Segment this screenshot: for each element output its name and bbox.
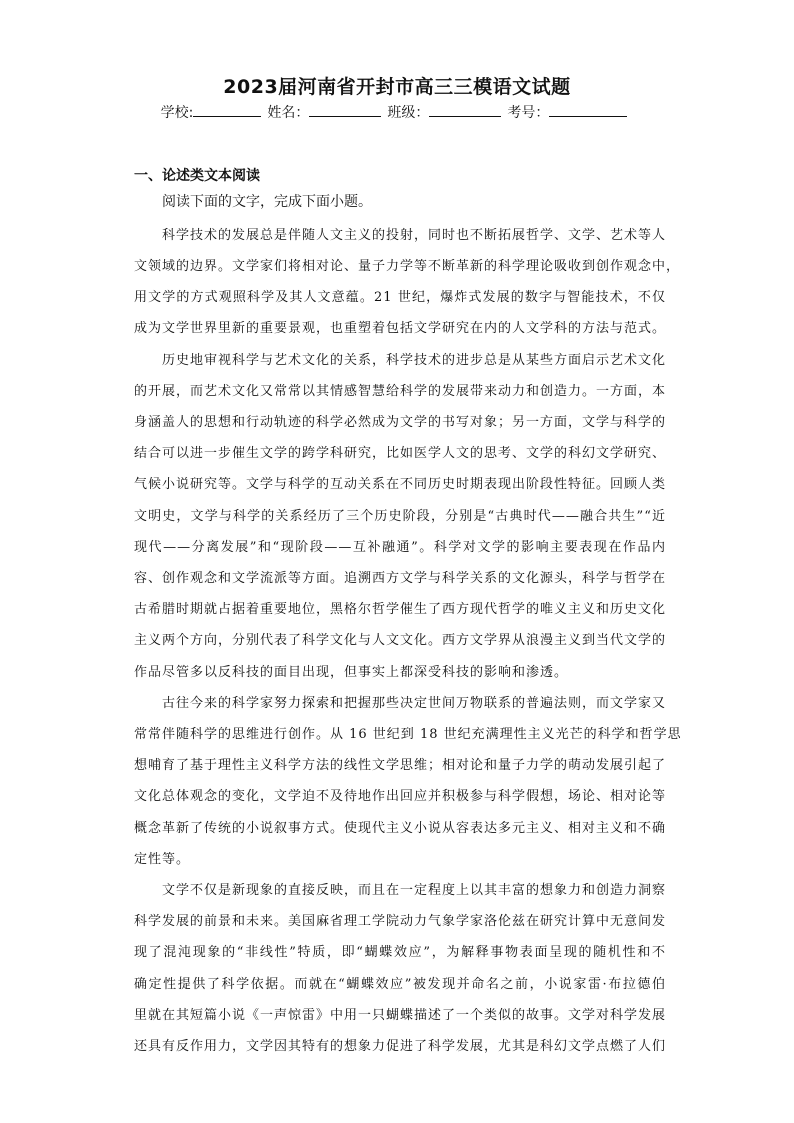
name-blank[interactable] <box>309 104 381 117</box>
section-heading: 一、论述类文本阅读 <box>134 168 260 184</box>
passage-line: 古往今来的科学家努力探索和把握那些决定世间万物联系的普遍法则，而文学家又 <box>162 696 667 711</box>
passage-line: 古希腊时期就占据着重要地位，黑格尔哲学催生了西方现代哲学的唯义主义和历史文化 <box>134 602 667 617</box>
passage-line: 用文学的方式观照科学及其人文意蕴。21 世纪，爆炸式发展的数字与智能技术，不仅 <box>134 290 666 305</box>
passage-line: 文化总体观念的变化，文学迫不及待地作出回应并积极参与科学假想，场论、相对论等 <box>134 789 667 804</box>
student-info-line <box>0 102 794 122</box>
passage-line: 想哺育了基于理性主义科学方法的线性文学思维；相对论和量子力学的萌动发展引起了 <box>134 758 667 773</box>
section-instruction: 阅读下面的文字，完成下面小题。 <box>162 194 372 210</box>
passage-line: 现代——分离发展”和“现阶段——互补融通”。科学对文学的影响主要表现在作品内 <box>134 540 666 555</box>
passage-line: 作品尽管多以反科技的面目出现，但事实上都深受科技的影响和渗透。 <box>134 665 569 680</box>
passage-line: 文学不仅是新现象的直接反映，而且在一定程度上以其丰富的想象力和创造力洞察 <box>162 883 667 898</box>
passage-line: 历史地审视科学与艺术文化的关系，科学技术的进步总是从某些方面启示艺术文化 <box>162 353 667 368</box>
passage-line: 气候小说研究等。文学与科学的互动关系在不同历史时期表现出阶段性特征。回顾人类 <box>134 477 667 492</box>
passage-line: 现了混沌现象的“非线性”特质，即“蝴蝶效应”，为解释事物表面呈现的随机性和不 <box>134 945 666 960</box>
passage-line: 确定性提供了科学依据。而就在“蝴蝶效应”被发现并命名之前，小说家雷·布拉德伯 <box>134 977 666 992</box>
exam-no-label: 考号： <box>507 105 550 121</box>
passage-line: 还具有反作用力，文学因其特有的想象力促进了科学发展，尤其是科幻文学点燃了人们 <box>134 1039 667 1054</box>
passage-line: 成为文学世界里新的重要景观，也重塑着包括文学研究在内的人文学科的方法与范式。 <box>134 321 667 336</box>
class-label: 班级： <box>387 105 430 121</box>
passage-line: 文领域的边界。文学家们将相对论、量子力学等不断革新的科学理论吸收到创作观念中， <box>134 259 681 274</box>
school-label: 学校: <box>160 105 194 121</box>
name-label: 姓名： <box>267 105 310 121</box>
passage-line: 的开展，而艺术文化又常常以其情感智慧给科学的发展带来动力和创造力。一方面，本 <box>134 384 667 399</box>
exam-no-blank[interactable] <box>549 104 627 117</box>
passage-line: 科学技术的发展总是伴随人文主义的投射，同时也不断拓展哲学、文学、艺术等人 <box>162 228 667 243</box>
exam-title: 2023届河南省开封市高三三模语文试题 <box>223 76 571 98</box>
passage-line: 身涵盖人的思想和行动轨迹的科学必然成为文学的书写对象；另一方面，文学与科学的 <box>134 415 667 430</box>
passage-line: 科学发展的前景和未来。美国麻省理工学院动力气象学家洛伦兹在研究计算中无意间发 <box>134 914 667 929</box>
passage-line: 定性等。 <box>134 852 191 867</box>
passage-line: 文明史，文学与科学的关系经历了三个历史阶段，分别是“古典时代——融合共生”“近 <box>134 509 666 524</box>
passage-line: 容、创作观念和文学流派等方面。追溯西方文学与科学关系的文化源头，科学与哲学在 <box>134 571 667 586</box>
passage-line: 概念革新了传统的小说叙事方式。使现代主义小说从容表达多元主义、相对主义和不确 <box>134 821 667 836</box>
school-blank[interactable] <box>193 104 261 117</box>
passage-line: 主义两个方向，分别代表了科学文化与人文文化。西方文学界从浪漫主义到当代文学的 <box>134 633 667 648</box>
passage-line: 常常伴随科学的思维进行创作。从 16 世纪到 18 世纪充满理性主义光芒的科学和哲学思 <box>134 727 682 742</box>
passage-line: 里就在其短篇小说《一声惊雷》中用一只蝴蝶描述了一个类似的故事。文学对科学发展 <box>134 1008 667 1023</box>
passage-line: 结合可以进一步催生文学的跨学科研究，比如医学人文的思考、文学的科幻文学研究、 <box>134 446 667 461</box>
class-blank[interactable] <box>429 104 501 117</box>
